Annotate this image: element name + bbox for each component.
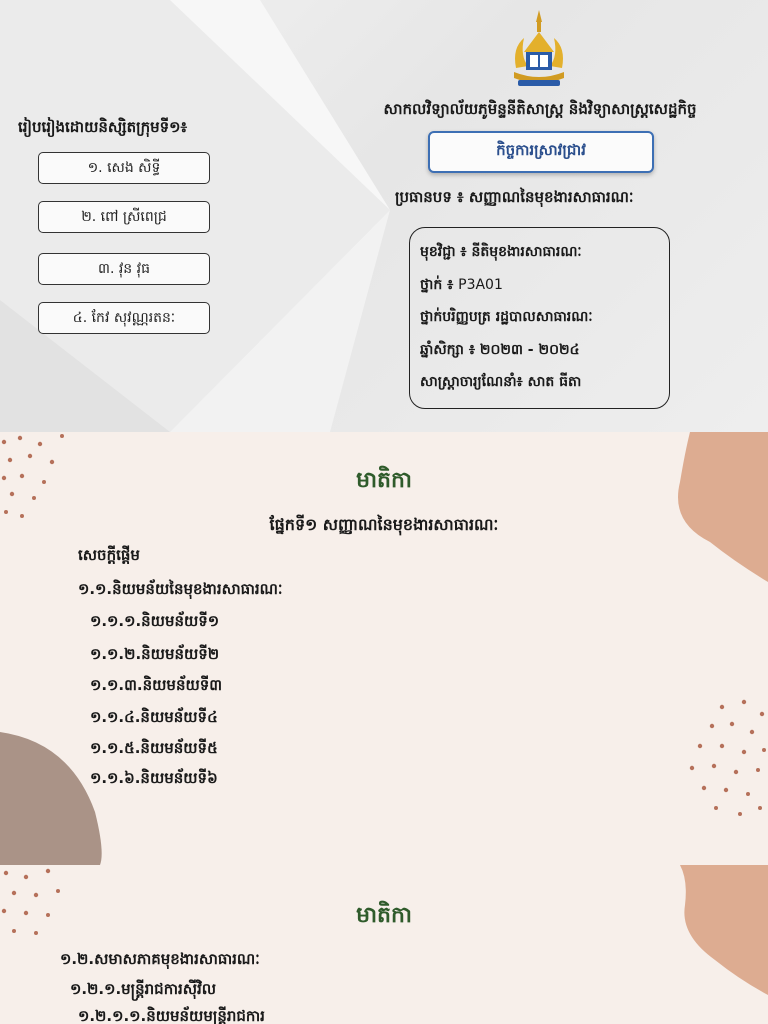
toc-item: ១.១.៤.និយមន័យទី៤ (90, 708, 218, 726)
toc-slide-1 (0, 432, 768, 865)
toc-item: សេចក្ដីផ្ដើម (78, 546, 140, 564)
group-title: រៀបរៀងដោយនិស្សិតក្រុមទី១៖ (18, 118, 188, 136)
info-academic-year: ឆ្នាំសិក្សា ៖ ២០២៣ - ២០២៤ (420, 341, 580, 358)
report-type-box (428, 131, 654, 173)
dot-pattern-right (690, 700, 766, 816)
toc-item: ១.១.៥.និយមន័យទី៥ (90, 739, 218, 757)
toc-slide-2 (0, 865, 768, 1024)
info-lecturer: សាស្ត្រាចារ្យណែនាំ៖ សាត ធីតា (420, 374, 582, 390)
member-box: ៤. កែវ សុវណ្ណរតនៈ (38, 302, 210, 334)
topic-title: ប្រធានបទ ៖ សញ្ញាណនៃមុខងារសាធារណៈ (395, 188, 634, 206)
toc-item: ១.១.១.និយមន័យទី១ (90, 612, 220, 630)
toc-item: ១.១.និយមន័យនៃមុខងារសាធារណៈ (78, 580, 283, 598)
member-box: ៣. វុន វុធ (38, 253, 210, 285)
toc-item: ១.១.៣.និយមន័យទី៣ (90, 676, 223, 694)
toc-item: ១.២.សមាសភាគមុខងារសាធារណៈ (60, 950, 260, 968)
cover-slide (0, 0, 768, 432)
part-heading: ផ្នែកទី១ សញ្ញាណនៃមុខងារសាធារណៈ (269, 515, 499, 534)
info-class: ថ្នាក់ ៖ P3A01 (420, 276, 503, 293)
toc-item: ១.២.១.១.និយមន័យមន្ត្រីរាជការ (78, 1007, 265, 1024)
member-box: ១. សេង សិទ្ធី (38, 152, 210, 184)
info-degree: ថ្នាក់បរិញ្ញបត្រ រដ្ឋបាលសាធារណៈ (420, 309, 593, 325)
toc-item: ១.២.១.មន្ត្រីរាជការស៊ីវិល (70, 980, 217, 998)
member-box: ២. ពៅ ស្រីពេជ្រ (38, 201, 210, 233)
university-name: សាកលវិទ្យាល័យភូមិន្ទនីតិសាស្ត្រ និងវិទ្យាសាស្ត្រសេដ្ឋកិច្ច (383, 100, 697, 118)
toc-item: ១.១.៦.និយមន័យទី៦ (90, 769, 218, 787)
toc-title: មាតិកា (356, 903, 412, 928)
toc-title: មាតិកា (356, 468, 412, 493)
report-type-label: កិច្ចការស្រាវជ្រាវ (496, 141, 586, 159)
course-info-box (409, 227, 670, 409)
info-subject: មុខវិជ្ជា ៖ នីតិមុខងារសាធារណៈ (420, 244, 582, 260)
toc-item: ១.១.២.និយមន័យទី២ (90, 645, 220, 663)
university-logo (508, 8, 570, 92)
